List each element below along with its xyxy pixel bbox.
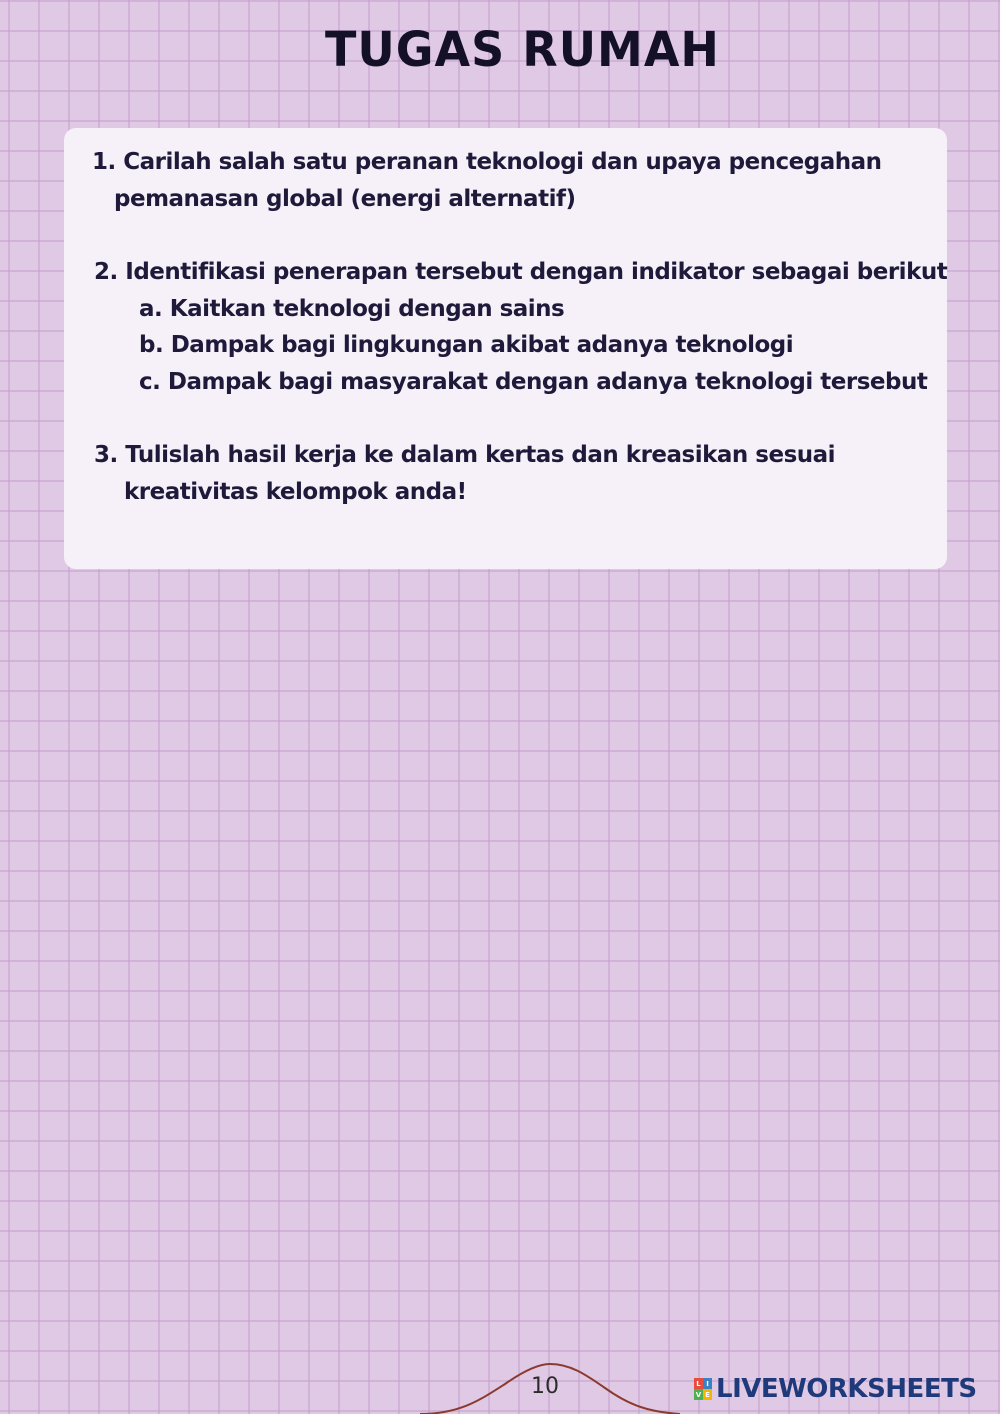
task-text: Tulislah hasil kerja ke dalam kertas dan kreasikan sesuai: [125, 442, 836, 468]
task-item-1-continued: pemanasan global (energi alternatif): [114, 186, 576, 212]
task-item-3-continued: kreativitas kelompok anda!: [124, 479, 467, 505]
task-item-2: [94, 254, 947, 291]
logo-letter: I: [703, 1378, 712, 1389]
liveworksheets-logo: [694, 1372, 977, 1406]
liveworksheets-logo-icon: [694, 1378, 712, 1400]
task-item-3: [94, 437, 835, 474]
task-number: 1.: [92, 149, 116, 175]
task-subitem-c: c. Dampak bagi masyarakat dengan adanya teknologi tersebut: [139, 369, 928, 395]
task-text: Identifikasi penerapan tersebut dengan indikator sebagai berikut: [125, 259, 948, 285]
brand-name: LIVEWORKSHEETS: [716, 1374, 977, 1404]
task-item-1: [92, 144, 882, 181]
task-subitem-a: a. Kaitkan teknologi dengan sains: [139, 296, 565, 322]
logo-letter: L: [694, 1378, 703, 1389]
logo-letter: V: [695, 1390, 702, 1399]
task-number: 3.: [94, 442, 118, 468]
logo-letter: E: [703, 1389, 712, 1400]
task-number: 2.: [94, 259, 118, 285]
task-subitem-b: b. Dampak bagi lingkungan akibat adanya teknologi: [139, 332, 794, 358]
task-text: Carilah salah satu peranan teknologi dan upaya pencegahan: [123, 149, 882, 175]
page-number: 10: [531, 1374, 559, 1399]
page-title: TUGAS RUMAH: [325, 20, 720, 78]
